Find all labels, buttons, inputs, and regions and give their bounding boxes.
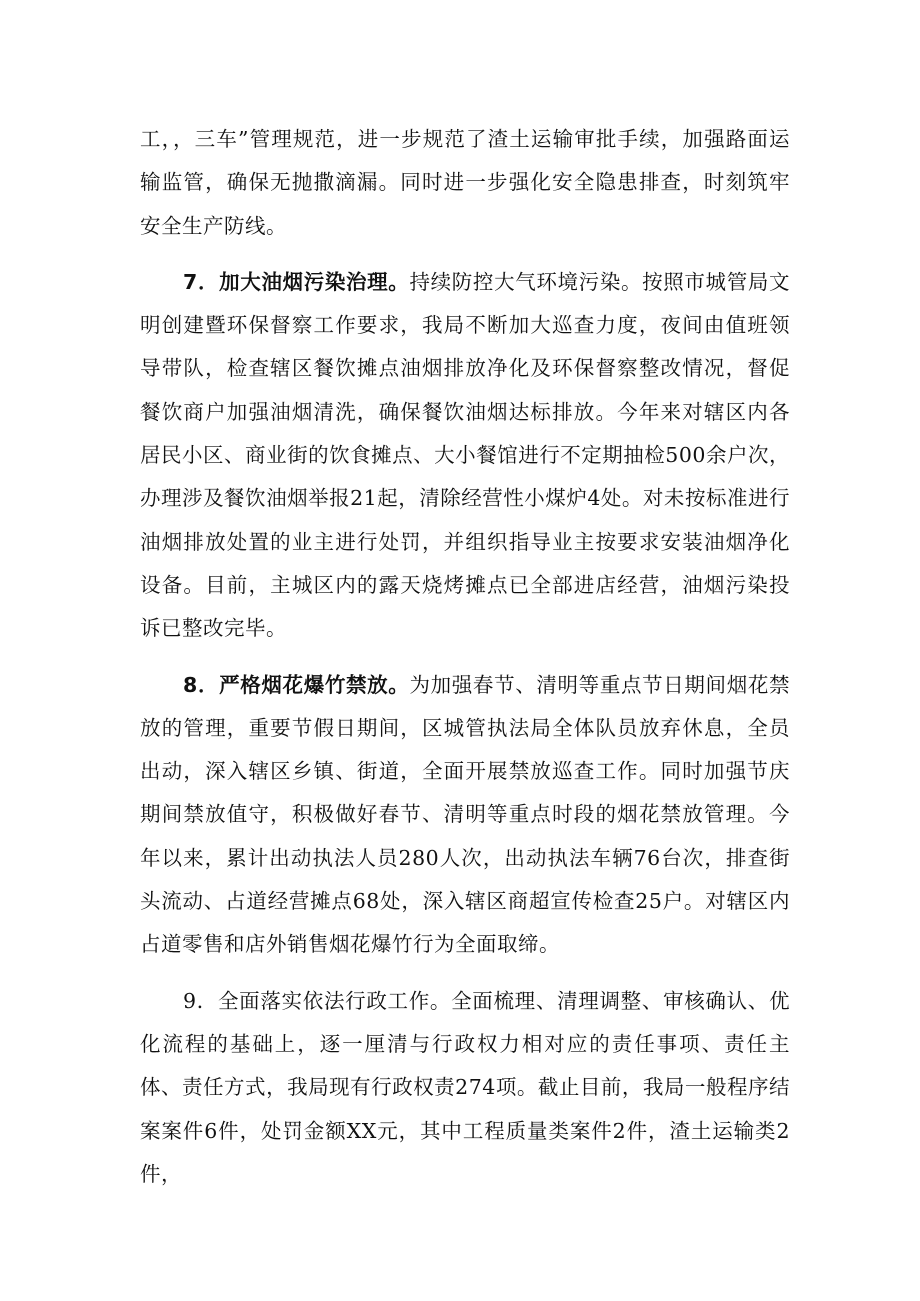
paragraph-continuation (140, 118, 790, 248)
paragraph-body: 持续防控大气环境污染。按照市城管局文明创建暨环保督察工作要求，我局不断加大巡查力度，夜间由值班领导带队，检查辖区餐饮摊点油烟排放净化及环保督察整改情况，督促餐饮商户加强油烟清洗，确保餐饮油烟达标排放。今年来对辖区内各居民小区、商业街的饮食摊点、大小餐馆进行不定期抽检500余户次，办理涉及餐饮油烟举报21起，清除经营性小煤炉4处。对未按标准进行油烟排放处置的业主进行处罚，并组织指导业主按要求安装油烟净化设备。目前，主城区内的露天烧烤摊点已全部进店经营，油烟污染投诉已整改完毕。 (140, 269, 791, 641)
paragraph-9-law-administration (140, 980, 790, 1196)
paragraph-7-oil-fume (140, 261, 790, 651)
paragraph-body: 9．全面落实依法行政工作。全面梳理、清理调整、审核确认、优化流程的基础上，逐一厘清与行政权力相对应的责任事项、责任主体、责任方式，我局现有行政权责274项。截止目前，我局一般程序结案案件6件，处罚金额XX元，其中工程质量类案件2件，渣土运输类2件， (140, 988, 790, 1186)
section-heading-8: 8．严格烟花爆竹禁放。 (183, 672, 410, 697)
paragraph-body: 工，，三车”管理规范，进一步规范了渣土运输审批手续，加强路面运输监管，确保无抛撒滴漏。同时进一步强化安全隐患排查，时刻筑牢安全生产防线。 (140, 127, 790, 238)
paragraph-8-fireworks (140, 664, 790, 967)
paragraph-body: 为加强春节、清明等重点节日期间烟花禁放的管理，重要节假日期间，区城管执法局全体队员放弃休息，全员出动，深入辖区乡镇、街道，全面开展禁放巡查工作。同时加强节庆期间禁放值守，积极做好春节、清明等重点时段的烟花禁放管理。今年以来，累计出动执法人员280人次，出动执法车辆76台次，排查街头流动、占道经营摊点68处，深入辖区商超宣传检查25户。对辖区内占道零售和店外销售烟花爆竹行为全面取缔。 (140, 672, 791, 957)
document-body (140, 118, 790, 1209)
section-heading-7: 7．加大油烟污染治理。 (183, 269, 410, 294)
